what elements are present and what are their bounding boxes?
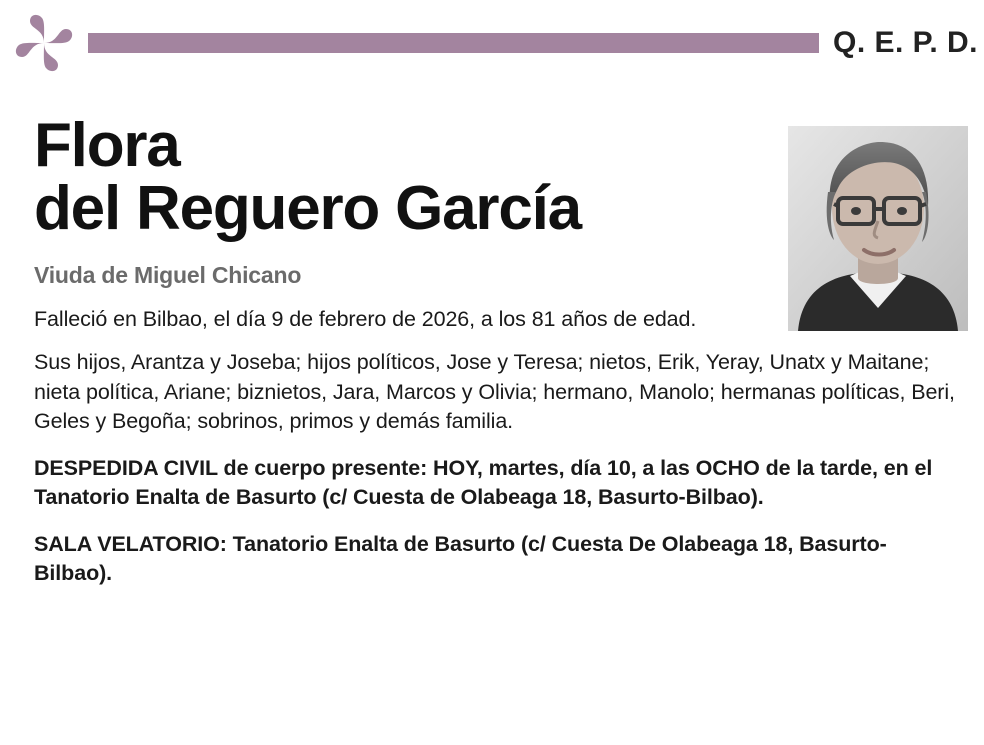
deceased-name-line2: del Reguero García: [34, 174, 581, 244]
lauburu-basque-cross-icon: [8, 0, 80, 86]
deceased-name-line1: Flora: [34, 111, 180, 180]
farewell-details: DESPEDIDA CIVIL de cuerpo presente: HOY, martes, día 10, a las OCHO de la tarde, en el Tanatorio Enalta de Basurto (c/ Cuesta de Olabeaga 18, Basurto-Bilbao).: [34, 455, 933, 509]
header-rule: [88, 33, 819, 53]
deceased-subtitle: Viuda de Miguel Chicano: [34, 262, 302, 289]
wake-room-details: SALA VELATORIO: Tanatorio Enalta de Basurto (c/ Cuesta De Olabeaga 18, Basurto-Bilbao).: [34, 531, 887, 585]
qepd-label: Q. E. P. D.: [833, 26, 978, 59]
page-title: [34, 111, 964, 244]
death-details: Falleció en Bilbao, el día 9 de febrero de 2026, a los 81 años de edad.: [34, 307, 697, 332]
notice-header: [0, 0, 984, 86]
deceased-name: [34, 111, 754, 244]
notice-body: [0, 111, 984, 588]
family-list: Sus hijos, Arantza y Joseba; hijos políticos, Jose y Teresa; nietos, Erik, Yeray, Unatx y Maitane; nieta política, Ariane; biznietos, Jara, Marcos y Olivia; hermano, Manolo; hermanas políticas, Beri, Geles y Begoña; sobrinos, primos y demás familia.: [34, 350, 955, 433]
